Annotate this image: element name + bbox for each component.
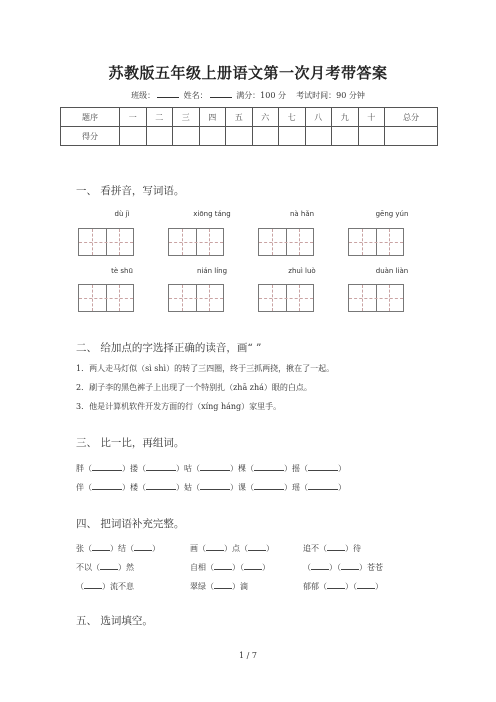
idiom-text: ）点（ — [224, 544, 248, 553]
compare-char: 瑶 — [292, 483, 300, 492]
compare-char: 课 — [238, 483, 246, 492]
answer-blank[interactable] — [308, 481, 338, 490]
writing-box[interactable] — [78, 284, 134, 312]
score-header-cell: 三 — [173, 108, 200, 127]
score-header-cell: 十 — [358, 108, 385, 127]
question-item-2: 2．刷子李的黑色裤子上出现了一个特别扎（zhā zhá）眼的白点。 — [76, 383, 312, 392]
pinyin-label: nián líng — [196, 267, 228, 275]
idiom-5 — [190, 561, 270, 573]
idiom-text: ）（ — [345, 582, 357, 591]
compare-char: 搂 — [130, 464, 138, 473]
answer-blank[interactable] — [92, 481, 122, 490]
compare-char: 伴 — [76, 483, 84, 492]
idiom-text: （ — [76, 582, 84, 591]
compare-row-1: 胖（ ）搂（ ）咕（ ）棵（ ）摇（ ） — [76, 464, 346, 473]
idiom-8 — [190, 580, 248, 592]
score-row-label: 得分 — [61, 127, 120, 146]
score-header-cell: 九 — [332, 108, 359, 127]
answer-blank[interactable] — [146, 481, 176, 490]
compare-char: 咕 — [184, 464, 192, 473]
idiom-text: 画（ — [190, 544, 206, 553]
idiom-text: ）流不息 — [102, 582, 134, 591]
score-table — [60, 107, 438, 146]
answer-blank[interactable] — [92, 542, 110, 551]
idiom-3 — [303, 542, 361, 554]
idiom-text: 翠绿（ — [190, 582, 214, 591]
score-cell[interactable] — [120, 127, 147, 146]
answer-blank[interactable] — [134, 542, 152, 551]
idiom-text: ） — [266, 544, 274, 553]
pinyin-row-2 — [60, 267, 440, 279]
answer-blank[interactable] — [100, 561, 118, 570]
writing-box[interactable] — [348, 228, 404, 256]
answer-blank[interactable] — [357, 580, 375, 589]
score-header-cell: 六 — [252, 108, 279, 127]
pinyin-label: zhuì luò — [288, 267, 316, 275]
exam-time: 考试时间：90 分钟 — [296, 91, 365, 100]
idiom-text: 郁郁（ — [303, 582, 327, 591]
pinyin-label: xiōng táng — [193, 210, 231, 218]
idiom-text: 追不（ — [303, 544, 327, 553]
idiom-text: ）（ — [232, 563, 244, 572]
idiom-9 — [303, 580, 383, 592]
score-cell[interactable] — [146, 127, 173, 146]
compare-char: 棵 — [238, 464, 246, 473]
answer-blank[interactable] — [244, 561, 262, 570]
question-item-1: 1．两人走马灯似（sì shì）的转了三四圈，终于三抓两挠，揪在了一起。 — [76, 364, 335, 373]
answer-blank[interactable] — [311, 561, 329, 570]
idiom-text: ） — [262, 563, 270, 572]
score-cell[interactable] — [252, 127, 279, 146]
score-cell[interactable] — [199, 127, 226, 146]
score-cell[interactable] — [305, 127, 332, 146]
writing-box-row-2 — [60, 284, 440, 314]
idiom-text: ）（ — [329, 563, 341, 572]
full-score: 满分：100 分 — [236, 91, 286, 100]
section-1-heading: 一、 看拼音，写词语。 — [76, 185, 185, 197]
score-cell[interactable] — [173, 127, 200, 146]
compare-char: 摇 — [292, 464, 300, 473]
name-blank — [210, 90, 232, 98]
score-cell[interactable] — [279, 127, 306, 146]
score-cell[interactable] — [226, 127, 253, 146]
answer-blank[interactable] — [248, 542, 266, 551]
score-header-cell: 八 — [305, 108, 332, 127]
idiom-text: 张（ — [76, 544, 92, 553]
question-item-3: 3．他是计算机软件开发方面的行（xíng háng）家里手。 — [76, 402, 282, 411]
answer-blank[interactable] — [327, 580, 345, 589]
pinyin-row-1 — [60, 210, 440, 222]
score-header-cell: 四 — [199, 108, 226, 127]
pinyin-label: tè shū — [111, 267, 133, 275]
score-header-cell: 题序 — [61, 108, 120, 127]
class-blank — [157, 90, 179, 98]
pinyin-label: dù jì — [114, 210, 130, 218]
answer-blank[interactable] — [84, 580, 102, 589]
score-table-score-row — [61, 127, 438, 146]
answer-blank[interactable] — [254, 462, 284, 471]
idiom-text: ）然 — [118, 563, 134, 572]
score-cell[interactable] — [332, 127, 359, 146]
writing-box[interactable] — [348, 284, 404, 312]
answer-blank[interactable] — [200, 481, 230, 490]
idiom-text: ） — [375, 582, 383, 591]
section-5-heading: 五、 选词填空。 — [76, 615, 153, 627]
idiom-text: 自相（ — [190, 563, 214, 572]
answer-blank[interactable] — [254, 481, 284, 490]
writing-box[interactable] — [78, 228, 134, 256]
compare-row-2: 伴（ ）楼（ ）姑（ ）课（ ）瑶（ ） — [76, 483, 346, 492]
score-header-cell: 二 — [146, 108, 173, 127]
compare-char: 楼 — [130, 483, 138, 492]
pinyin-label: duàn liàn — [375, 267, 409, 275]
writing-box[interactable] — [168, 228, 224, 256]
section-4-heading: 四、 把词语补充完整。 — [76, 518, 185, 530]
idiom-2 — [190, 542, 274, 554]
score-header-cell: 五 — [226, 108, 253, 127]
writing-box-row-1 — [60, 228, 440, 258]
answer-blank[interactable] — [308, 462, 338, 471]
writing-box[interactable] — [258, 284, 314, 312]
idiom-6 — [303, 561, 383, 573]
class-label: 班级： — [131, 91, 156, 100]
idiom-text: ）苍苍 — [359, 563, 383, 572]
answer-blank[interactable] — [327, 542, 345, 551]
page-number: 1 / 7 — [239, 651, 257, 660]
idiom-7 — [76, 580, 134, 592]
answer-blank[interactable] — [214, 561, 232, 570]
idiom-text: 不以（ — [76, 563, 100, 572]
score-cell[interactable] — [358, 127, 385, 146]
writing-box[interactable] — [258, 228, 314, 256]
score-table-header-row — [61, 108, 438, 127]
score-cell[interactable] — [385, 127, 438, 146]
answer-blank[interactable] — [341, 561, 359, 570]
idiom-text: ）结（ — [110, 544, 134, 553]
name-label: 姓名： — [183, 91, 208, 100]
pinyin-label: gēng yún — [375, 210, 409, 218]
idiom-text: ）滴 — [232, 582, 248, 591]
idiom-text: ）待 — [345, 544, 361, 553]
answer-blank[interactable] — [214, 580, 232, 589]
score-header-cell: 七 — [279, 108, 306, 127]
compare-char: 胖 — [76, 464, 84, 473]
answer-blank[interactable] — [92, 462, 122, 471]
section-2-heading: 二、 给加点的字选择正确的读音，画“ ” — [76, 342, 262, 354]
document-title: 苏教版五年级上册语文第一次月考带答案 — [108, 64, 388, 82]
answer-blank[interactable] — [206, 542, 224, 551]
idiom-text: ） — [152, 544, 160, 553]
compare-char: 姑 — [184, 483, 192, 492]
answer-blank[interactable] — [146, 462, 176, 471]
exam-info-line — [0, 90, 496, 101]
answer-blank[interactable] — [200, 462, 230, 471]
score-header-cell: 一 — [120, 108, 147, 127]
idiom-1 — [76, 542, 160, 554]
section-3-heading: 三、 比一比，再组词。 — [76, 437, 185, 449]
score-header-cell: 总分 — [385, 108, 438, 127]
writing-box[interactable] — [168, 284, 224, 312]
idiom-text: （ — [303, 563, 311, 572]
idiom-4 — [76, 561, 134, 573]
pinyin-label: nà hǎn — [289, 210, 315, 218]
